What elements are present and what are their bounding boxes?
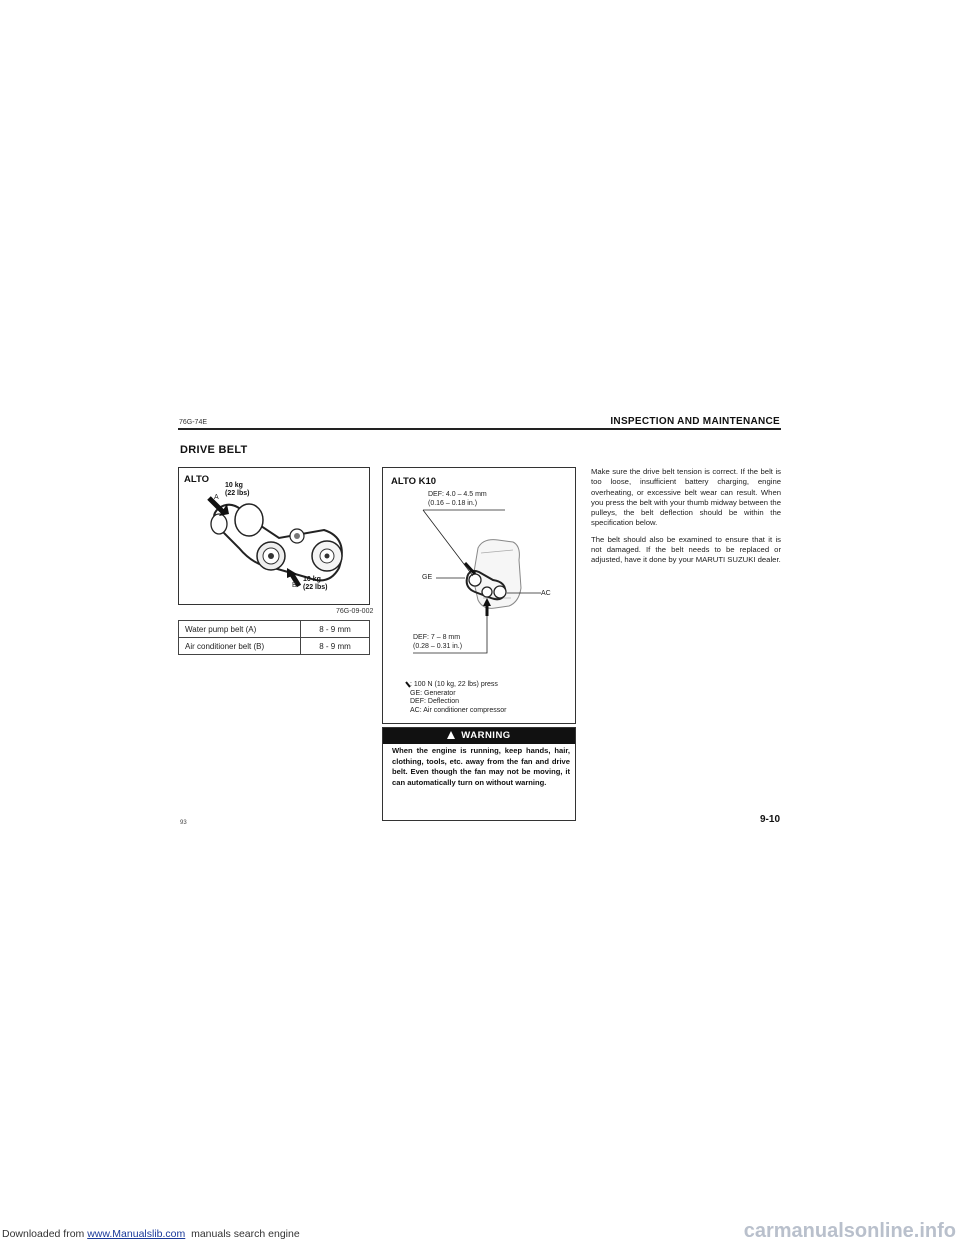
body-text	[591, 467, 781, 572]
table-row	[179, 638, 370, 655]
document-code: 76G-74E	[179, 419, 208, 426]
k10-figure-title: ALTO K10	[391, 476, 437, 487]
label-b: B	[292, 582, 297, 589]
row-value: 8 - 9 mm	[301, 621, 370, 638]
alto-belt-figure	[178, 467, 370, 605]
def-top-in: (0.16 – 0.18 in.)	[428, 499, 478, 507]
legend-ac: AC: Air conditioner compressor	[410, 706, 507, 714]
paragraph: Make sure the drive belt tension is correct. If the belt is too loose, insufficient battery charging, engine overheating, or excessive belt wear can result. When you press the belt with your thumb midway between the pulleys, the belt deflection should be within the specification below.	[591, 467, 781, 528]
page-title: DRIVE BELT	[180, 444, 248, 456]
footer-prefix: Downloaded from	[2, 1228, 88, 1240]
paragraph: The belt should also be examined to ensure that it is not damaged. If the belt needs to be replaced or adjusted, have it done by your MARUTI SUZUKI dealer.	[591, 534, 781, 565]
manualslib-link[interactable]: www.Manualslib.com	[87, 1228, 186, 1240]
belt-deflection-table	[178, 620, 370, 655]
row-label: Water pump belt (A)	[179, 621, 301, 638]
def-bottom-label	[413, 634, 462, 651]
legend-def: DEF: Deflection	[410, 698, 460, 705]
download-footer	[2, 1228, 300, 1240]
table-row	[179, 621, 370, 638]
section-number: 9-10	[759, 814, 780, 825]
def-top-label	[428, 491, 487, 508]
alto-force-a	[225, 482, 250, 498]
warning-title: WARNING	[461, 730, 511, 741]
legend-ge: GE: Generator	[410, 689, 456, 697]
row-value: 8 - 9 mm	[301, 638, 370, 655]
warning-triangle-icon	[447, 731, 455, 739]
site-watermark: carmanualsonline.info	[743, 1220, 956, 1242]
label-a: A	[214, 494, 219, 501]
force-b-lbs: (22 lbs)	[303, 584, 328, 591]
figure-code: 76G-09-002	[336, 608, 374, 615]
footer-suffix: manuals search engine	[185, 1228, 300, 1240]
force-a-kg: 10 kg	[225, 482, 243, 489]
ge-label: GE	[422, 574, 433, 581]
warning-box	[382, 727, 576, 821]
def-bottom-in: (0.28 – 0.31 in.)	[413, 642, 463, 650]
def-bottom-mm: DEF: 7 – 8 mm	[413, 634, 461, 641]
alto-force-b	[303, 576, 328, 592]
force-b-kg: 10 kg	[303, 576, 321, 583]
alto-k10-belt-figure	[382, 467, 576, 724]
def-top-mm: DEF: 4.0 – 4.5 mm	[428, 491, 487, 498]
figure-legend	[410, 681, 506, 715]
warning-text: When the engine is running, keep hands, hair, clothing, tools, etc. away from the fan and drive belt. Even though the fan may not be moving, it can automatically turn on without warning.	[392, 746, 570, 787]
header-divider	[178, 428, 781, 430]
alto-belt-diagram	[179, 468, 369, 604]
section-header-title: INSPECTION AND MAINTENANCE	[610, 416, 780, 427]
alto-figure-title: ALTO	[184, 474, 209, 485]
page-number: 93	[180, 820, 187, 826]
ac-label: AC	[541, 590, 551, 597]
legend-press: : 100 N (10 kg, 22 lbs) press	[410, 681, 498, 688]
warning-header	[383, 728, 575, 744]
row-label: Air conditioner belt (B)	[179, 638, 301, 655]
force-a-lbs: (22 lbs)	[225, 490, 250, 497]
